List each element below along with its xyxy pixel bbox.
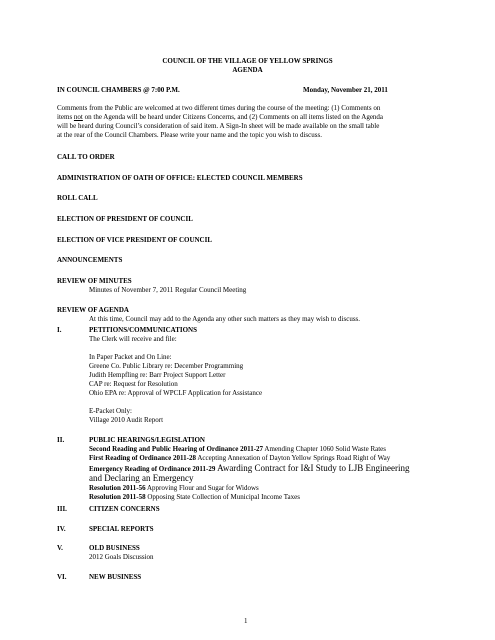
legislation-second-reading (89, 445, 386, 454)
list-item: CAP re: Request for Resolution (89, 380, 178, 388)
citizen-number: III. (57, 505, 67, 513)
resolution-description: Opposing State Collection of Municipal Income Taxes (145, 493, 300, 501)
section-review-minutes: REVIEW OF MINUTES (57, 277, 132, 285)
meeting-location: IN COUNCIL CHAMBERS @ 7:00 P.M. (57, 86, 180, 94)
resolution-label: Resolution 2011-56 (89, 484, 146, 492)
legislation-emergency-reading (89, 463, 410, 474)
epacket-item: Village 2010 Audit Report (89, 416, 164, 424)
special-title: SPECIAL REPORTS (89, 525, 154, 533)
ordinance-label: First Reading of Ordinance 2011-28 (89, 454, 196, 462)
minutes-item: Minutes of November 7, 2011 Regular Council Meeting (89, 286, 247, 294)
legislation-resolution-56 (89, 484, 259, 493)
list-item: Ohio EPA re: Approval of WPCLF Application for Assistance (89, 389, 263, 397)
new-business-number: VI. (57, 573, 67, 581)
petitions-number: I. (57, 326, 62, 334)
legislation-resolution-58 (89, 493, 300, 502)
hearings-number: II. (57, 436, 65, 444)
section-roll-call: ROLL CALL (57, 194, 98, 202)
paper-packet-heading: In Paper Packet and On Line: (89, 353, 172, 361)
hearings-title: PUBLIC HEARINGS/LEGISLATION (89, 436, 205, 444)
resolution-label: Resolution 2011-58 (89, 493, 146, 501)
intro-line-4: at the rear of the Council Chambers. Please write your name and the topic you wish to discuss. (57, 131, 322, 139)
ordinance-label: Emergency Reading of Ordinance 2011-29 (89, 465, 216, 473)
section-announcements: ANNOUNCEMENTS (57, 256, 123, 264)
ordinance-label: Second Reading and Public Hearing of Ordinance 2011-27 (89, 445, 264, 453)
intro-text: on the Agenda will be heard under Citizens Concerns, and (2) Comments on all items listed on the Agenda (82, 113, 384, 121)
legislation-first-reading (89, 454, 390, 463)
meeting-date: Monday, November 21, 2011 (303, 86, 388, 94)
agenda-note: At this time, Council may add to the Agenda any other such matters as they may wish to discuss. (89, 315, 361, 323)
new-business-title: NEW BUSINESS (89, 573, 142, 581)
intro-not-emphasis: not (73, 113, 83, 121)
document-subtitle: AGENDA (232, 66, 263, 74)
document-title: COUNCIL OF THE VILLAGE OF YELLOW SPRINGS (162, 57, 333, 65)
section-oath: ADMINISTRATION OF OATH OF OFFICE: ELECTED COUNCIL MEMBERS (57, 174, 303, 182)
epacket-heading: E-Packet Only: (89, 407, 132, 415)
old-business-item: 2012 Goals Discussion (89, 553, 154, 561)
section-vice-president: ELECTION OF VICE PRESIDENT OF COUNCIL (57, 236, 213, 244)
petitions-title: PETITIONS/COMMUNICATIONS (89, 326, 197, 334)
ordinance-description: Awarding Contract for I&I Study to LJB Engineering (215, 463, 410, 473)
ordinance-description: Amending Chapter 1060 Solid Waste Rates (263, 445, 387, 453)
list-item: Judith Hempfling re: Barr Project Support Letter (89, 371, 226, 379)
page-number: 1 (244, 617, 248, 625)
old-business-number: V. (57, 544, 63, 552)
petitions-clerk-note: The Clerk will receive and file: (89, 335, 177, 343)
intro-line-3: will be heard during Council’s consideration of said item. A Sign-In sheet will be made available on the small table (57, 122, 380, 130)
legislation-emergency-line-2: and Declaring an Emergency (89, 473, 194, 483)
citizen-title: CITIZEN CONCERNS (89, 505, 160, 513)
resolution-description: Approving Flour and Sugar for Widows (145, 484, 259, 492)
list-item: Greene Co. Public Library re: December Programming (89, 362, 244, 370)
section-review-agenda: REVIEW OF AGENDA (57, 306, 129, 314)
section-president: ELECTION OF PRESIDENT OF COUNCIL (57, 215, 193, 223)
special-number: IV. (57, 525, 66, 533)
section-call-to-order: CALL TO ORDER (57, 153, 115, 161)
ordinance-description: Accepting Annexation of Dayton Yellow Springs Road Right of Way (195, 454, 391, 462)
intro-text: items (57, 113, 74, 121)
intro-line-2 (57, 113, 383, 122)
old-business-title: OLD BUSINESS (89, 544, 140, 552)
intro-line-1: Comments from the Public are welcomed at two different times during the course of the meeting: (1) Comments on (57, 104, 381, 112)
